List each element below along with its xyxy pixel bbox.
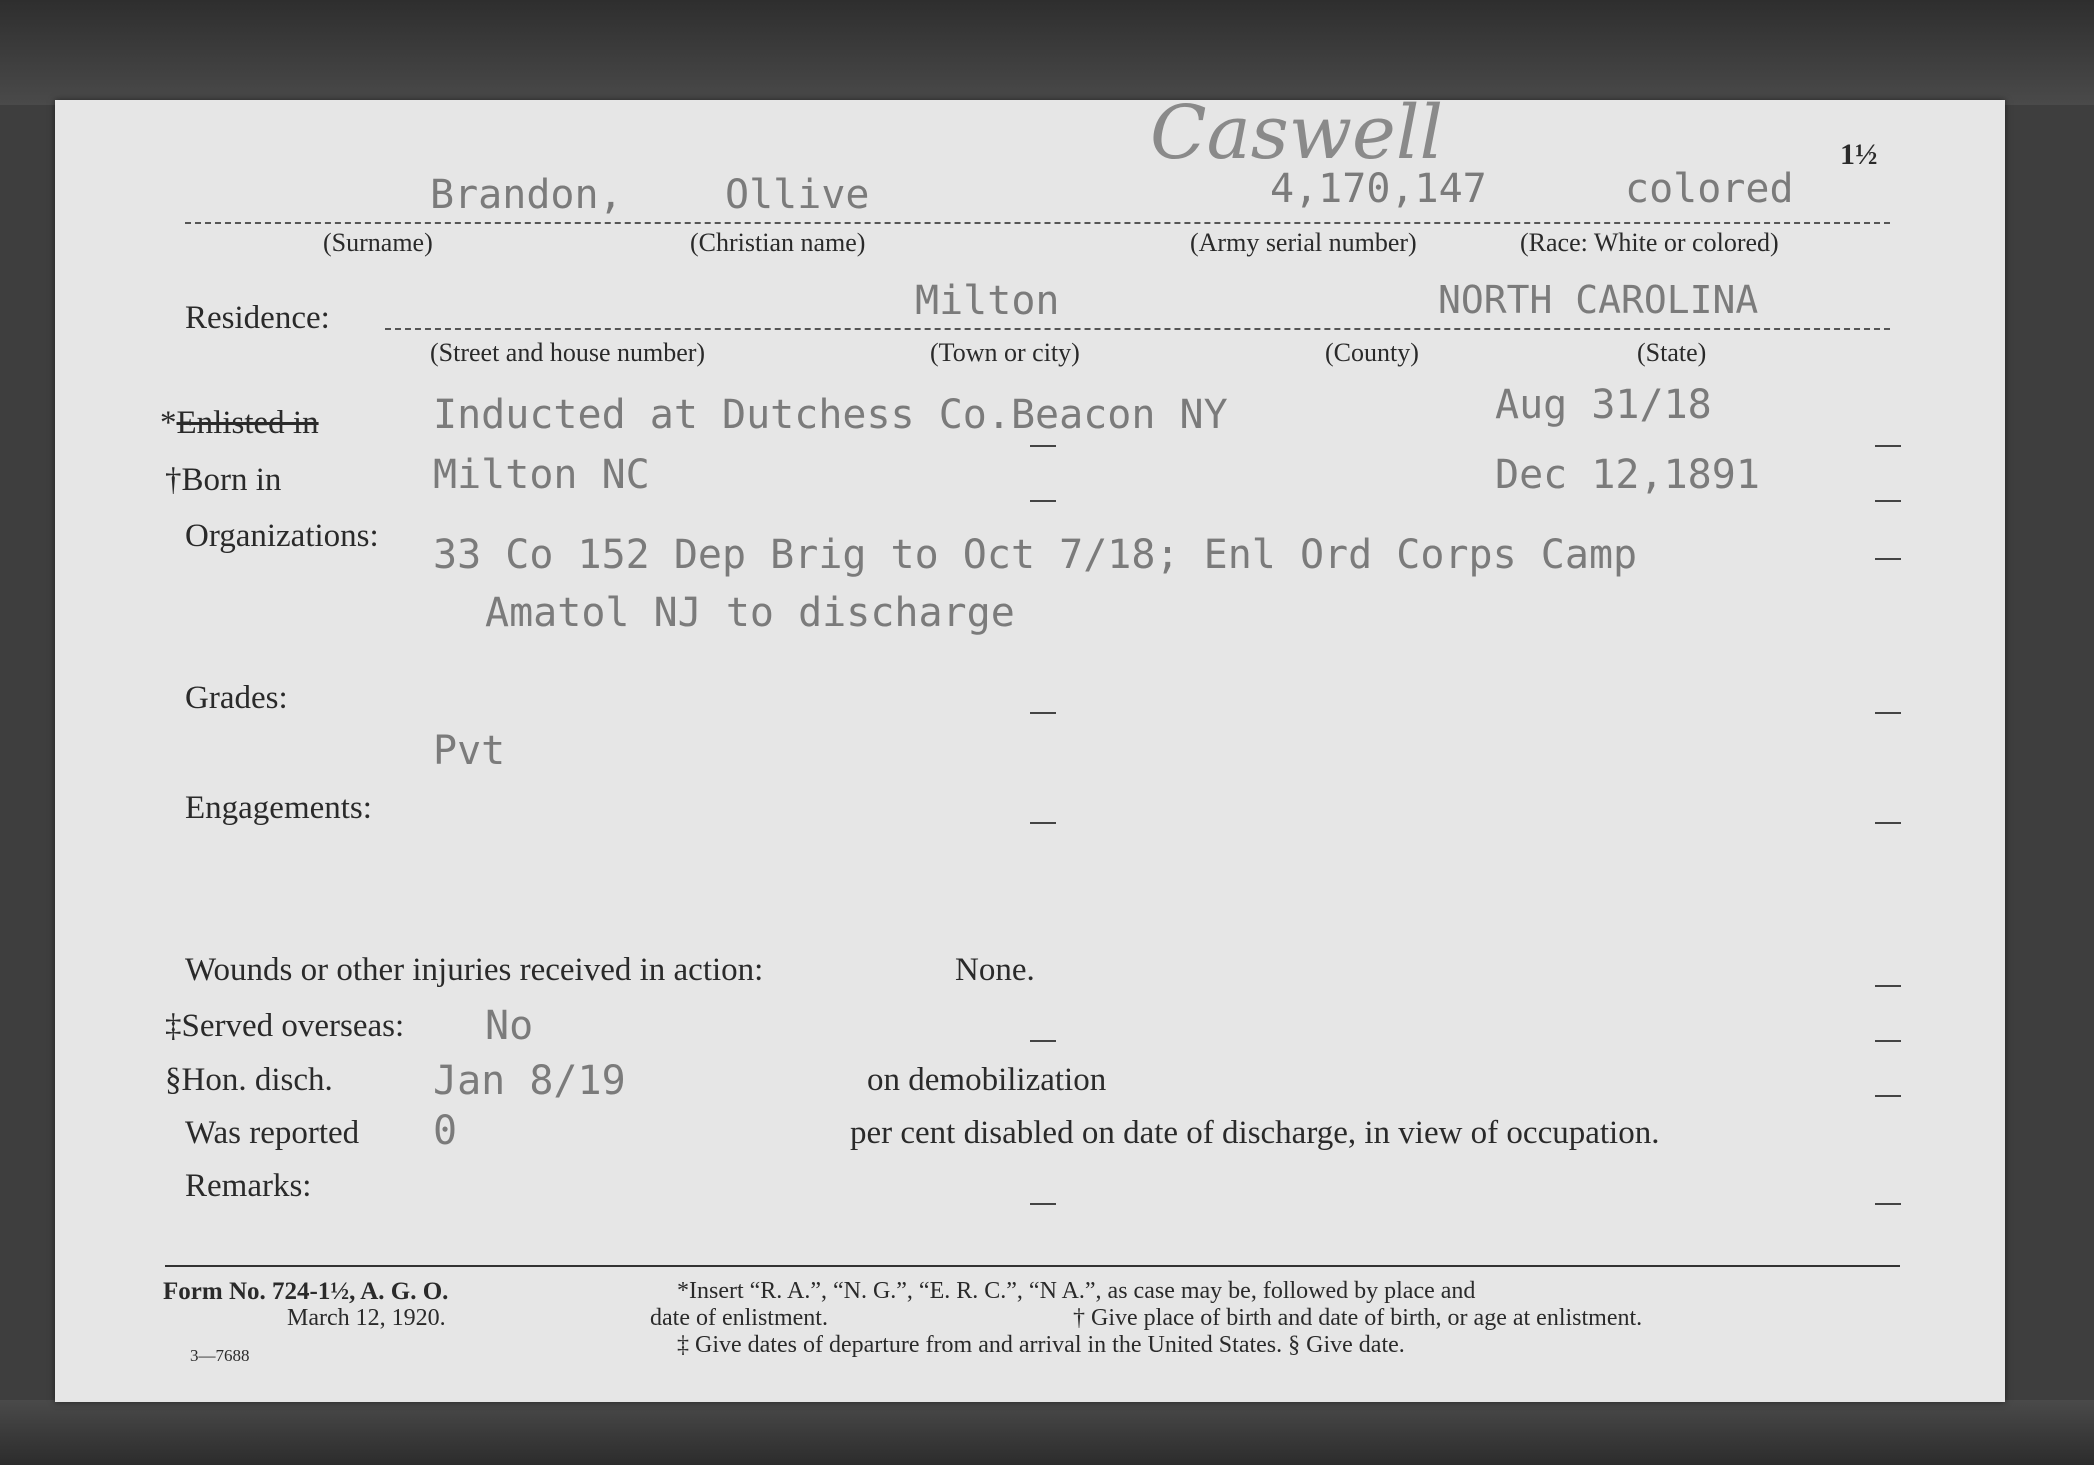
enlisted-dash-1	[1030, 445, 1056, 447]
born-date: Dec 12,1891	[1495, 452, 1760, 498]
wounds-value: None.	[955, 952, 1035, 988]
born-dash-1	[1030, 500, 1056, 502]
service-record-card	[55, 90, 2005, 1402]
residence-label: Residence:	[185, 300, 330, 336]
christian-name-caption: (Christian name)	[690, 228, 866, 257]
name-dotted-line	[185, 222, 1890, 224]
enlisted-value: Inducted at Dutchess Co.Beacon NY	[433, 392, 1228, 438]
engagements-dash-1	[1030, 822, 1056, 824]
grades-dash-2	[1875, 712, 1901, 714]
town-caption: (Town or city)	[930, 338, 1080, 367]
christian-name-value: Ollive	[725, 172, 870, 218]
discharge-note: on demobilization	[867, 1062, 1107, 1098]
card-number: 1½	[1840, 138, 1878, 171]
state-caption: (State)	[1637, 338, 1707, 367]
discharge-mark: §	[165, 1062, 182, 1098]
race-value: colored	[1625, 166, 1794, 212]
born-label	[165, 462, 281, 499]
scanner-backdrop-bottom	[0, 1400, 2094, 1465]
street-caption: (Street and house number)	[430, 338, 706, 367]
engagements-dash-2	[1875, 822, 1901, 824]
overseas-dash-2	[1875, 1040, 1901, 1042]
residence-town: Milton	[915, 278, 1060, 324]
race-caption: (Race: White or colored)	[1520, 228, 1779, 257]
remarks-dash-2	[1875, 1203, 1901, 1205]
discharge-dash	[1875, 1095, 1901, 1097]
residence-dotted-line	[385, 328, 1890, 330]
overseas-label	[165, 1008, 404, 1045]
organizations-line1: 33 Co 152 Dep Brig to Oct 7/18; Enl Ord Corps Camp	[433, 532, 1638, 578]
grades-label: Grades:	[185, 680, 288, 716]
serial-number-value: 4,170,147	[1270, 166, 1487, 212]
reported-label: Was reported	[185, 1115, 360, 1151]
overseas-value: No	[485, 1003, 534, 1049]
wounds-dash	[1875, 985, 1901, 987]
county-caption: (County)	[1325, 338, 1419, 367]
scanner-backdrop-top	[0, 0, 2094, 105]
enlisted-label-text: Enlisted in	[176, 405, 319, 441]
print-code: 3—7688	[190, 1346, 250, 1365]
form-number: Form No. 724-1½, A. G. O.	[163, 1278, 449, 1305]
discharge-date: Jan 8/19	[433, 1058, 626, 1104]
form-date: March 12, 1920.	[287, 1305, 446, 1331]
organizations-line2: Amatol NJ to discharge	[485, 590, 1015, 636]
engagements-label: Engagements:	[185, 790, 372, 826]
born-label-text: Born in	[181, 462, 282, 498]
footnote-enlistment: date of enlistment.	[650, 1305, 828, 1331]
surname-caption: (Surname)	[323, 228, 433, 257]
footnote-overseas: ‡ Give dates of departure from and arrival in the United States. § Give date.	[677, 1332, 1405, 1358]
born-dash-2	[1875, 500, 1901, 502]
reported-text: per cent disabled on date of discharge, in view of occupation.	[850, 1115, 1660, 1151]
enlisted-date: Aug 31/18	[1495, 382, 1712, 428]
footnote-birth: † Give place of birth and date of birth, or age at enlistment.	[1073, 1305, 1643, 1331]
overseas-dash-1	[1030, 1040, 1056, 1042]
born-mark: †	[165, 462, 182, 498]
enlisted-mark: *	[160, 405, 177, 441]
surname-value: Brandon,	[430, 172, 623, 218]
organizations-label: Organizations:	[185, 518, 379, 554]
grades-value: Pvt	[433, 728, 506, 774]
remarks-label: Remarks:	[185, 1168, 312, 1204]
handwritten-county: Caswell	[1150, 90, 1444, 176]
grades-dash-1	[1030, 712, 1056, 714]
serial-caption: (Army serial number)	[1190, 228, 1417, 257]
enlisted-dash-2	[1875, 445, 1901, 447]
footnote-insert: *Insert “R. A.”, “N. G.”, “E. R. C.”, “N A.”, as case may be, followed by place and	[677, 1278, 1476, 1304]
remarks-dash-1	[1030, 1203, 1056, 1205]
organizations-dash	[1875, 558, 1901, 560]
overseas-label-text: Served overseas:	[181, 1008, 405, 1044]
footer-rule	[165, 1265, 1900, 1267]
enlisted-label	[160, 405, 319, 442]
reported-value: 0	[433, 1108, 458, 1154]
wounds-label: Wounds or other injuries received in action:	[185, 952, 764, 988]
discharge-label-text: Hon. disch.	[181, 1062, 333, 1098]
born-place: Milton NC	[433, 452, 650, 498]
residence-state: NORTH CAROLINA	[1438, 278, 1759, 322]
discharge-label	[165, 1062, 333, 1099]
overseas-mark: ‡	[165, 1008, 182, 1044]
